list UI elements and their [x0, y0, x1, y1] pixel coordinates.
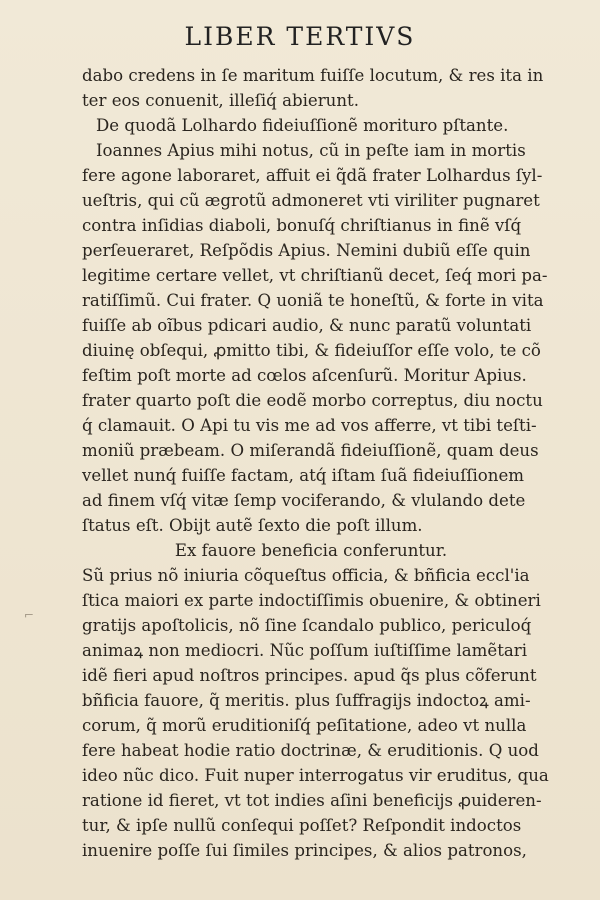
text-line: frater quarto poſt die eodẽ morbo correptus, diu noctu [82, 391, 543, 410]
text-block [82, 63, 570, 863]
text-line: fuiſſe ab oĩbus pdicari audio, & nunc paratũ voluntati [82, 316, 532, 335]
text-line: dabo credens in ſe maritum fuiſſe locutum, & res ita in [82, 66, 544, 85]
text-line: legitime certare vellet, vt chriſtianũ decet, ſeq́ mori pa- [82, 266, 548, 285]
text-line: fere agone laboraret, affuit ei q̃dã frater Lolhardus ſyl- [82, 166, 543, 185]
text-line: contra inſidias diaboli, bonuſq́ chriſtianus in finẽ vſq́ [82, 216, 522, 235]
section-heading: De quodã Lolhardo fideiuſſionẽ morituro pſtante. [96, 116, 509, 135]
text-line: inuenire poſſe ſui ſimiles principes, & alios patronos, [82, 841, 527, 860]
text-line: fere habeat hodie ratio doctrinæ, & eruditionis. Q uod [82, 741, 539, 760]
text-line: tur, & ipſe nullũ conſequi poſſet? Reſpondit indoctos [82, 816, 522, 835]
text-line: ter eos conuenit, illeſiq́ abierunt. [82, 91, 359, 110]
text-line: ſtica maiori ex parte indoctiſſimis obuenire, & obtineri [82, 591, 541, 610]
text-line: feſtim poſt morte ad cœlos aſcenſurũ. Moritur Apius. [82, 366, 527, 385]
text-line: vellet nunq́ fuiſſe factam, atq́ iſtam ſuã fideiuſſionem [82, 466, 525, 485]
text-line: diuinę obſequi, ꝓmitto tibi, & fideiuſſor eſſe volo, te cõ [82, 341, 541, 360]
text-line: ad finem vſq́ vitæ ſemp vociferando, & vlulando dete [82, 491, 526, 510]
text-line: Ioannes Apius mihi notus, cũ in peſte iam in mortis [96, 141, 526, 160]
text-line: ratiſſimũ. Cui frater. Q uoniã te honeſtũ, & forte in vita [82, 291, 544, 310]
text-line: ideo nũc dico. Fuit nuper interrogatus vir eruditus, qua [82, 766, 549, 785]
text-line: moniũ præbeam. O miſerandã fideiuſſionẽ, quam deus [82, 441, 539, 460]
text-line: ſtatus eſt. Obijt autẽ ſexto die poſt illum. [82, 516, 423, 535]
text-line: bñficia fauore, q̃ meritis. plus ſuffragijs indoctoꝝ ami- [82, 691, 531, 710]
text-line: perſeueraret, Reſpõdis Apius. Nemini dubiũ eſſe quin [82, 241, 531, 260]
running-header: LIBER TERTIVS [184, 22, 416, 51]
section-heading: Ex fauore beneficia conferuntur. [174, 541, 448, 560]
text-line: animaꝝ non mediocri. Nũc poſſum iuſtiſſime lamẽtari [82, 641, 528, 660]
text-line: Sũ prius nõ iniuria cõqueſtus officia, & bñficia eccl'ia [82, 566, 530, 585]
text-line: ratione id fieret, vt tot indies aſini beneficijs ꝓuideren- [82, 791, 542, 810]
text-line: gratijs apoſtolicis, nõ ſine ſcandalo publico, periculoq́ [82, 616, 532, 635]
text-line: ueſtris, qui cũ ægrotũ admoneret vti viriliter pugnaret [82, 191, 540, 210]
text-line: corum, q̃ morũ eruditioniſq́ peſitatione, adeo vt nulla [82, 716, 527, 735]
text-line: q́ clamauit. O Api tu vis me ad vos afferre, vt tibi teſti- [82, 416, 537, 435]
text-line: idẽ fieri apud noſtros principes. apud q̃s plus cõferunt [82, 666, 537, 685]
margin-mark: ⌐ [24, 608, 35, 622]
